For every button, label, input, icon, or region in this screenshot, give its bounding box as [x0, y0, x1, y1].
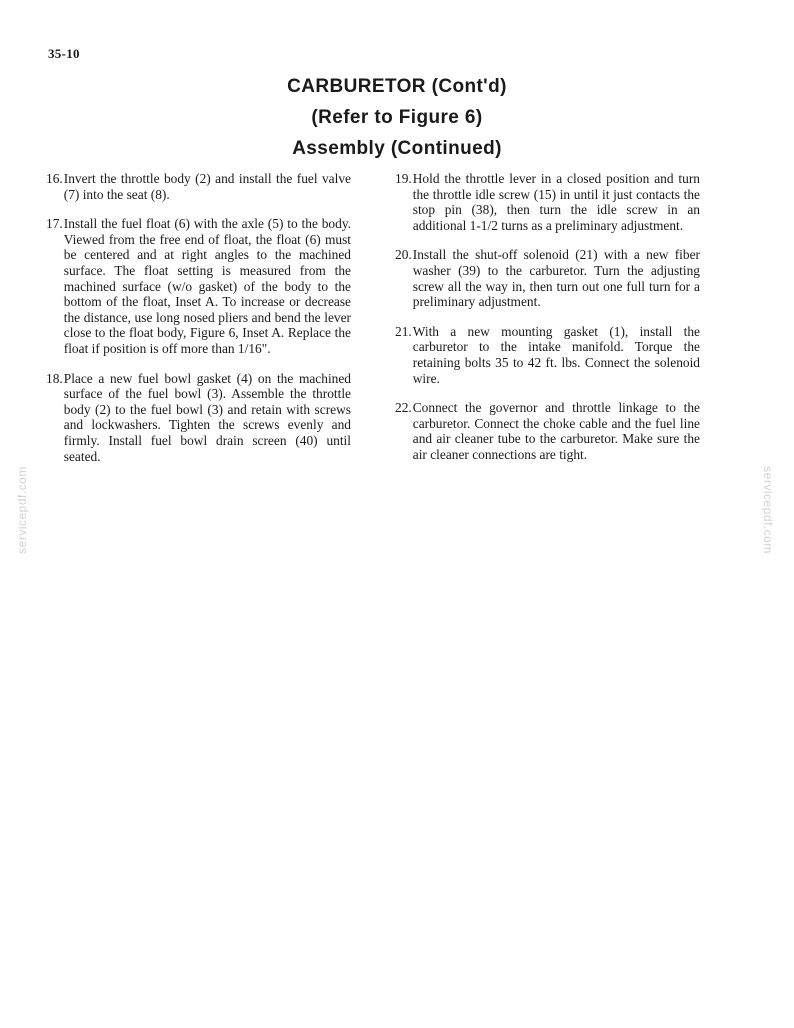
step-number: 19. — [395, 171, 412, 186]
page-title: CARBURETOR (Cont'd) — [287, 76, 507, 97]
right-column — [395, 171, 700, 477]
step-text: Hold the throttle lever in a closed position and turn the throttle idle screw (15) in until it just contacts the stop pin (38), then turn the idle screw in an additional 1-1/2 turns as a preliminary adjustment. — [412, 171, 700, 233]
section-heading: Assembly (Continued) — [292, 138, 502, 159]
step-number: 16. — [46, 171, 63, 186]
figure-reference: (Refer to Figure 6) — [311, 107, 483, 128]
step-number: 22. — [395, 400, 412, 416]
step-text: Invert the throttle body (2) and install the fuel valve (7) into the seat (8). — [63, 171, 351, 202]
step-17 — [46, 216, 351, 356]
step-text: Install the shut-off solenoid (21) with a new fiber washer (39) to the carburetor. Turn the adjusting screw all the way in, then turn out one full turn for a preliminary adjustment. — [412, 247, 700, 310]
step-number: 17. — [46, 216, 63, 232]
step-22 — [395, 400, 700, 462]
step-text: Place a new fuel bowl gasket (4) on the machined surface of the fuel bowl (3). Assemble the throttle body (2) to the fuel bowl (3) and retain with screws and lockwashers. Tighten the screws evenly and firmly. Install fuel bowl drain screen (40) until seated. — [63, 370, 351, 464]
step-20 — [395, 247, 700, 309]
page-number: 35-10 — [48, 46, 80, 61]
step-number: 20. — [395, 247, 412, 263]
step-text: Install the fuel float (6) with the axle (5) to the body. Viewed from the free end of float, the float (6) must be centered and at right angles to the machined surface. The float setting is measured from the machined surface (w/o gasket) of the body to the bottom of the float, Inset A. To increase or decrease the distance, use long nosed pliers and bend the lever close to the float body, Figure 6, Inset A. Replace the float if position is off more than 1/16". — [63, 216, 351, 356]
step-number: 21. — [395, 323, 412, 339]
step-21 — [395, 324, 700, 386]
step-number: 18. — [46, 370, 63, 386]
step-text: With a new mounting gasket (1), install the carburetor to the intake manifold. Torque the retaining bolts 35 to 42 ft. lbs. Connect the solenoid wire. — [412, 323, 700, 386]
watermark-left: servicepdf.com — [15, 466, 29, 554]
step-text: Connect the governor and throttle linkage to the carburetor. Connect the choke cable and the fuel line and air cleaner tube to the carburetor. Make sure the air cleaner connections are tight. — [412, 400, 700, 462]
step-16 — [46, 171, 351, 202]
watermark-right: servicepdf.com — [761, 466, 775, 554]
step-18 — [46, 371, 351, 465]
left-column — [46, 171, 351, 478]
step-19 — [395, 171, 700, 233]
